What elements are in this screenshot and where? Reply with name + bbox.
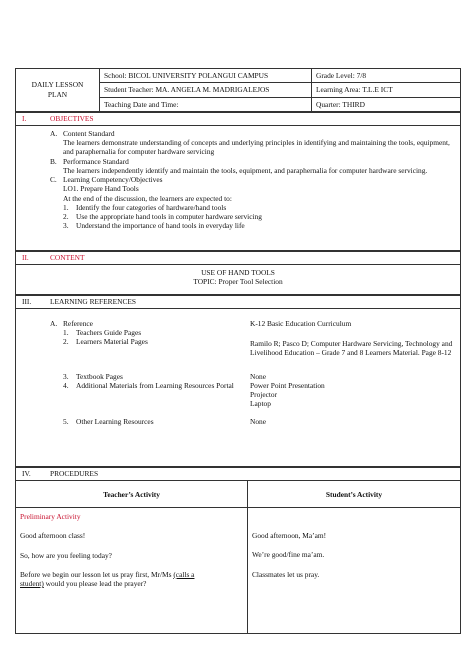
other-resources-value: None: [250, 416, 267, 426]
performance-standard-text: The learners independently identify and maintain the tools, equipment, and paraphernalia for computer hardware servicing.: [63, 165, 428, 175]
learners-material-value: Ramilo R; Pasco D; Computer Hardware Servicing, Technology and Livelihood Education – Grade 7 and 8 Learners Material. Page 8-12: [250, 339, 453, 358]
teacher-column: [16, 480, 248, 633]
reference-label: A.: [50, 318, 58, 328]
grade-level-cell: Grade Level: 7/8: [312, 69, 461, 83]
student-line: Good afternoon, Ma’am!: [252, 531, 327, 540]
teacher-line: Before we begin our lesson let us pray first, Mr/Ms (calls a student) would you please lead the prayer?: [20, 569, 195, 588]
content-line1: USE OF HAND TOOLS: [201, 267, 275, 277]
reference-item: 3. Textbook Pages: [63, 371, 123, 381]
student-line: We’re good/fine ma’am.: [252, 550, 325, 560]
performance-standard-label: B.: [50, 156, 57, 166]
objective-item: 2. Use the appropriate hand tools in computer hardware servicing: [63, 212, 262, 221]
references-body: [16, 308, 461, 466]
student-teacher-cell: Student Teacher: MA. ANGELA M. MADRIGALEJOS: [100, 83, 312, 97]
quarter-cell: Quarter: THIRD: [312, 97, 461, 111]
content-title: CONTENT: [50, 252, 85, 262]
objectives-title: OBJECTIVES: [50, 113, 94, 123]
student-activity-header: Student’s Activity: [325, 489, 383, 499]
teacher-activity-header: Teacher’s Activity: [103, 489, 160, 499]
objectives-heading: [16, 112, 461, 125]
textbook-value: None: [250, 371, 267, 381]
school-cell: School: BICOL UNIVERSITY POLANGUI CAMPUS: [100, 69, 312, 83]
references-table: [15, 295, 461, 467]
objective-item: 1. Identify the four categories of hardware/hand tools: [63, 202, 227, 212]
material-value: Power Point Presentation: [250, 380, 325, 390]
material-value: Laptop: [250, 399, 271, 409]
references-title: LEARNING REFERENCES: [50, 296, 137, 306]
reference-value: K-12 Basic Education Curriculum: [250, 318, 352, 328]
content-standard-title: Content Standard: [63, 128, 115, 138]
material-value: Projector: [250, 390, 278, 399]
procedures-table: [15, 467, 461, 634]
content-body: [16, 264, 461, 294]
reference-item: 2. Learners Material Pages: [63, 337, 148, 347]
content-standard-label: A.: [50, 128, 58, 138]
references-num: III.: [22, 296, 32, 306]
teaching-date-cell: Teaching Date and Time:: [100, 97, 312, 111]
content-standard-text: The learners demonstrate understanding of concepts and underlying principles in identifying and maintaining the tools, equipment, and paraphernalia for computer hardware servicing: [63, 138, 450, 157]
reference-item: 5. Other Learning Resources: [63, 416, 154, 426]
student-column: [248, 480, 461, 633]
reference-item: 1. Teachers Guide Pages: [63, 328, 142, 337]
teacher-line: So, how are you feeling today?: [20, 550, 112, 560]
performance-standard-title: Performance Standard: [63, 156, 129, 166]
learning-area-cell: Learning Area: T.L.E ICT: [312, 83, 461, 97]
objectives-num: I.: [22, 113, 27, 123]
student-activity-body: [248, 507, 460, 633]
references-heading: [16, 295, 461, 308]
reference-item: 4. Additional Materials from Learning Resources Portal: [63, 380, 234, 390]
dlp-title-line2: PLAN: [47, 89, 68, 99]
procedures-num: IV.: [22, 468, 31, 478]
teacher-activity-body: [16, 507, 247, 633]
procedures-heading: [16, 467, 461, 480]
competency-title: Learning Competency/Objectives: [63, 175, 163, 184]
preliminary-activity-label: Preliminary Activity: [20, 512, 81, 521]
competency-lo: LO1. Prepare Hand Tools: [63, 184, 139, 194]
teacher-line: Good afternoon class!: [20, 531, 86, 541]
content-line2: TOPIC: Proper Tool Selection: [193, 277, 283, 286]
dlp-title-line1: DAILY LESSON: [31, 79, 84, 89]
lesson-plan-page: [15, 68, 461, 634]
student-line: Classmates let us pray.: [252, 569, 320, 579]
competency-intro: At the end of the discussion, the learners are expected to:: [63, 193, 232, 203]
objectives-body: [16, 125, 461, 250]
content-num: II.: [22, 252, 29, 262]
dlp-title-cell: [16, 69, 100, 112]
objectives-table: [15, 112, 461, 251]
reference-title: Reference: [63, 318, 93, 328]
procedures-title: PROCEDURES: [50, 468, 99, 478]
header-table: [15, 68, 461, 112]
content-table: [15, 251, 461, 295]
objective-item: 3. Understand the importance of hand tools in everyday life: [63, 221, 245, 231]
competency-label: C.: [50, 175, 57, 184]
content-heading: [16, 251, 461, 264]
